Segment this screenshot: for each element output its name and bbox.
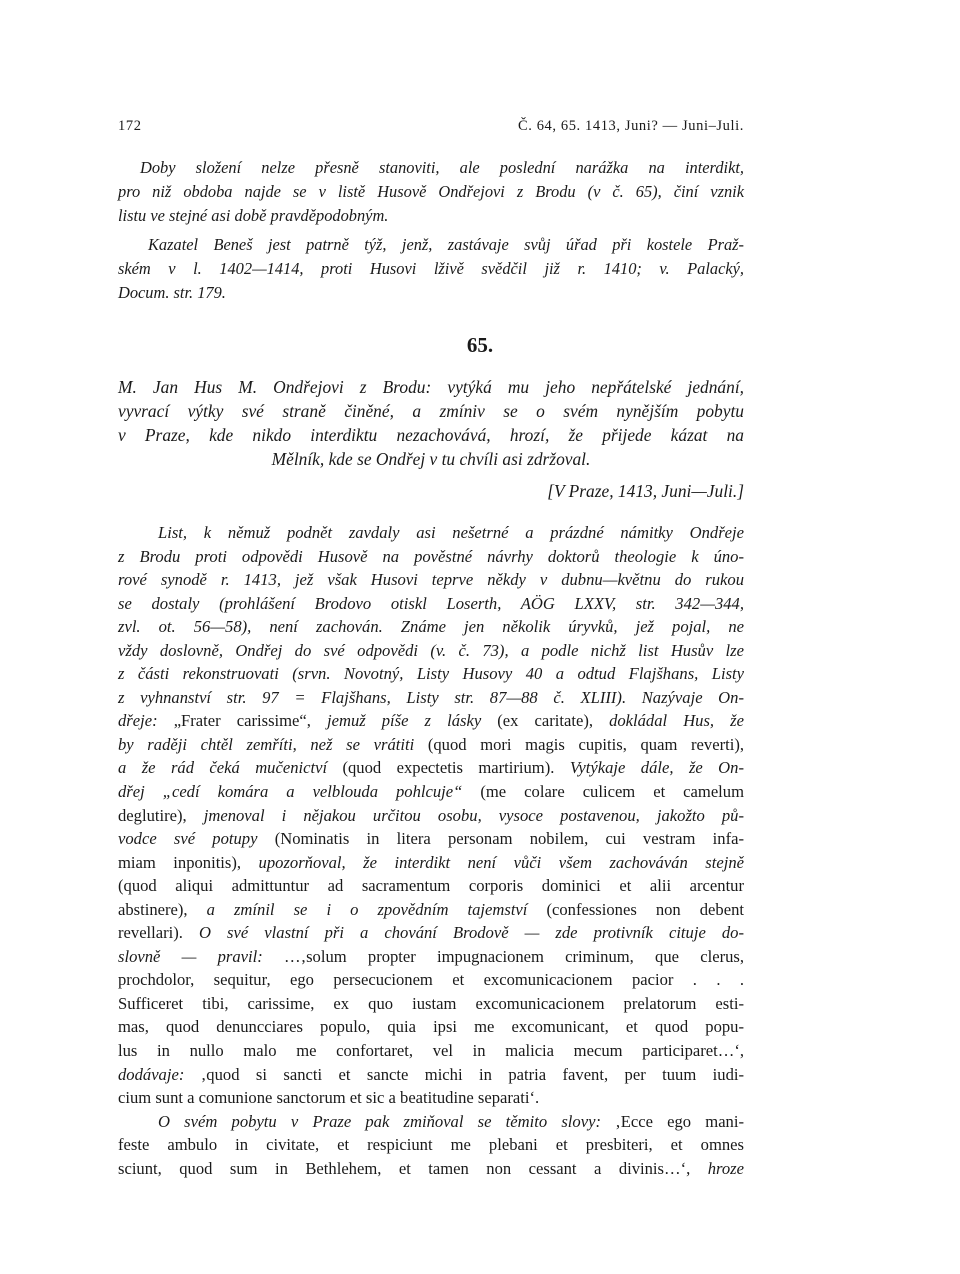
latin-quote-run: revellari). bbox=[118, 923, 200, 943]
latin-quote-run: (me colare culicem et camelum bbox=[480, 782, 744, 802]
latin-quote-run: abstinere), bbox=[118, 899, 207, 919]
latin-quote-run: feste ambulo in civitate, et respiciunt me plebani et presbiteri, et omnes bbox=[118, 1135, 744, 1155]
text-line bbox=[118, 1157, 744, 1181]
text-line bbox=[118, 1015, 744, 1039]
latin-quote-run: prochdolor, sequitur, ego persecucionem et excomunicacionem pacior . . . bbox=[118, 970, 744, 990]
latin-quote-run: (ex caritate), bbox=[497, 711, 610, 731]
latin-quote-run: (quod aliqui admittuntur ad sacramentum corporis dominici et alii arcentur bbox=[118, 876, 744, 896]
latin-quote-run: deglutire), bbox=[118, 805, 204, 825]
text-line bbox=[118, 639, 744, 663]
latin-quote-run: (Nominatis in litera personam nobilem, cui vestram infa- bbox=[274, 829, 744, 849]
text-line bbox=[118, 545, 744, 569]
latin-quote-run: „Frater carissime“, bbox=[173, 711, 327, 731]
place-date-line: [V Praze, 1413, Juni—Juli.] bbox=[547, 481, 744, 501]
latin-quote-run: mas, quod denuncciares populo, quia ipsi me excomunicant, et quod popu- bbox=[118, 1017, 744, 1037]
editorial-note-2 bbox=[118, 233, 744, 304]
text-line bbox=[118, 804, 744, 828]
italic-run: vodce své potupy bbox=[118, 829, 275, 849]
italic-run: Vytýkaje dále, že On- bbox=[569, 758, 744, 778]
latin-quote-run: (quod expectetis martirium). bbox=[342, 758, 570, 778]
italic-run: by raději chtěl zemříti, než se vrátiti bbox=[118, 734, 428, 754]
italic-run: hroze bbox=[707, 1158, 744, 1178]
text-line: Kazatel Beneš jest patrně týž, jenž, zastávaje svůj úřad při kostele Praž- bbox=[148, 235, 744, 254]
text-line bbox=[118, 1039, 744, 1063]
text-line bbox=[118, 733, 744, 757]
italic-run: slovně — pravil: bbox=[118, 946, 284, 966]
regest-line: Mělník, kde se Ondřej v tu chvíli asi zdržoval. bbox=[271, 449, 591, 469]
latin-quote-run: ‚quod si sancti et sancte michi in patria favent, per tuum iudi- bbox=[200, 1064, 745, 1084]
text-line bbox=[118, 851, 744, 875]
text-line bbox=[118, 921, 744, 945]
italic-run: dřeje: bbox=[118, 711, 174, 731]
latin-quote-run: miam inponitis), bbox=[118, 852, 259, 872]
italic-run: a zmínil se i o zpovědním tajemství bbox=[206, 899, 547, 919]
latin-quote-run: (quod mori magis cupitis, quam reverti), bbox=[427, 734, 744, 754]
italic-run: upozorňoval, že interdikt není vůči všem zachováván stejně bbox=[258, 852, 744, 872]
latin-quote-run: sciunt, quod sum in Bethlehem, et tamen non cessant a divinis…‘, bbox=[118, 1158, 708, 1178]
italic-run: jmenoval i nějakou určitou osobu, vysoce postavenou, jakožto pů- bbox=[203, 805, 744, 825]
text-line bbox=[118, 945, 744, 969]
text-line bbox=[118, 568, 744, 592]
text-line bbox=[118, 1086, 744, 1110]
latin-quote-run: Sufficeret tibi, carissime, ex quo iustam excomunicacionem prelatorum esti- bbox=[118, 993, 744, 1013]
letter-regest bbox=[118, 375, 744, 471]
text-line bbox=[118, 662, 744, 686]
italic-run: List, k němuž podnět zavdaly asi nešetrné a prázdné námitky Ondřeje bbox=[158, 523, 744, 542]
italic-run: dodávaje: bbox=[118, 1064, 201, 1084]
italic-run: rové synodě r. 1413, jež však Husovi teprve někdy v dubnu—květnu do rukou bbox=[118, 570, 744, 590]
latin-quote-run: lus in nullo malo me confortaret, vel in malicia mecum participaret…‘, bbox=[118, 1041, 744, 1061]
text-line: Doby složení nelze přesně stanoviti, ale poslední narážka na interdikt, bbox=[140, 158, 744, 177]
latin-quote-run: …‚solum propter impugnacionem criminum, que clerus, bbox=[283, 946, 745, 966]
text-line bbox=[118, 874, 744, 898]
italic-run: vždy doslovně, Ondřej do své odpovědi (v. č. 73), a podle nichž list Husův lze bbox=[118, 640, 744, 660]
text-line bbox=[118, 592, 744, 616]
latin-quote-run: ‚Ecce ego mani- bbox=[615, 1111, 744, 1131]
text-line: Docum. str. 179. bbox=[118, 282, 226, 302]
italic-run: a že rád čeká mučenictví bbox=[118, 758, 343, 778]
italic-run: dřej „cedí komára a velblouda pohlcuje“ bbox=[118, 782, 481, 802]
italic-run: z části rekonstruovati (srvn. Novotný, Listy Husovy 40 a odtud Flajšhans, Listy bbox=[118, 664, 744, 684]
regest-line: vyvrací výtky své straně činěné, a zmíniv se o svém nynějším pobytu bbox=[118, 401, 744, 421]
italic-run: zvl. ot. 56—58), není zachován. Známe jen několik úryvků, jež pojal, ne bbox=[118, 617, 744, 637]
text-line bbox=[118, 686, 744, 710]
text-line bbox=[118, 780, 744, 804]
text-line bbox=[118, 992, 744, 1016]
regest-line: v Praze, kde nikdo interdiktu nezachovává, hrozí, že přijede kázat na bbox=[118, 425, 744, 445]
latin-quote-run: cium sunt a comunione sanctorum et sic a beatitudine separati‘. bbox=[118, 1088, 540, 1108]
italic-run: O svém pobytu v Praze pak zmiňoval se těmito slovy: bbox=[158, 1111, 616, 1131]
italic-run: se dostaly (prohlášení Brodovo otiskl Loserth, AÖG LXXV, str. 342—344, bbox=[118, 593, 744, 613]
regest-line: M. Jan Hus M. Ondřejovi z Brodu: vytýká mu jeho nepřátelské jednání, bbox=[118, 377, 744, 397]
text-line: pro niž obdoba najde se v listě Husově Ondřejovi z Brodu (v č. 65), činí vznik bbox=[118, 181, 744, 201]
text-line bbox=[118, 827, 744, 851]
running-header bbox=[118, 118, 744, 138]
place-date bbox=[118, 479, 744, 503]
text-line bbox=[118, 615, 744, 639]
editorial-note-1 bbox=[118, 156, 744, 227]
text-line bbox=[118, 756, 744, 780]
italic-run: jemuž píše z lásky bbox=[326, 711, 498, 731]
text-line bbox=[118, 709, 744, 733]
text-line bbox=[118, 1063, 744, 1087]
letter-number: 65. bbox=[466, 333, 494, 357]
text-line bbox=[118, 968, 744, 992]
italic-run: z vyhnanství str. 97 = Flajšhans, Listy str. 87—88 č. XLIII). Nazývaje On- bbox=[118, 687, 744, 707]
text-line: ském v l. 1402—1414, proti Husovi lživě svědčil již r. 1410; v. Palacký, bbox=[118, 258, 744, 278]
running-title: Č. 64, 65. 1413, Juni? — Juni–Juli. bbox=[517, 118, 744, 134]
latin-quote-run: (confessiones non debent bbox=[546, 899, 744, 919]
text-line bbox=[118, 1133, 744, 1157]
page-number: 172 bbox=[118, 118, 142, 134]
text-line bbox=[118, 521, 744, 545]
text-line bbox=[118, 1110, 744, 1134]
italic-run: z Brodu proti odpovědi Husově na pověstné návrhy doktorů theologie k úno- bbox=[118, 546, 744, 566]
commentary-body bbox=[118, 521, 744, 1180]
italic-run: O své vlastní při a chování Brodově — zde protivník cituje do- bbox=[199, 923, 744, 943]
text-line: listu ve stejné asi době pravděpodobným. bbox=[118, 205, 389, 225]
text-line bbox=[118, 898, 744, 922]
italic-run: dokládal Hus, že bbox=[609, 711, 744, 731]
